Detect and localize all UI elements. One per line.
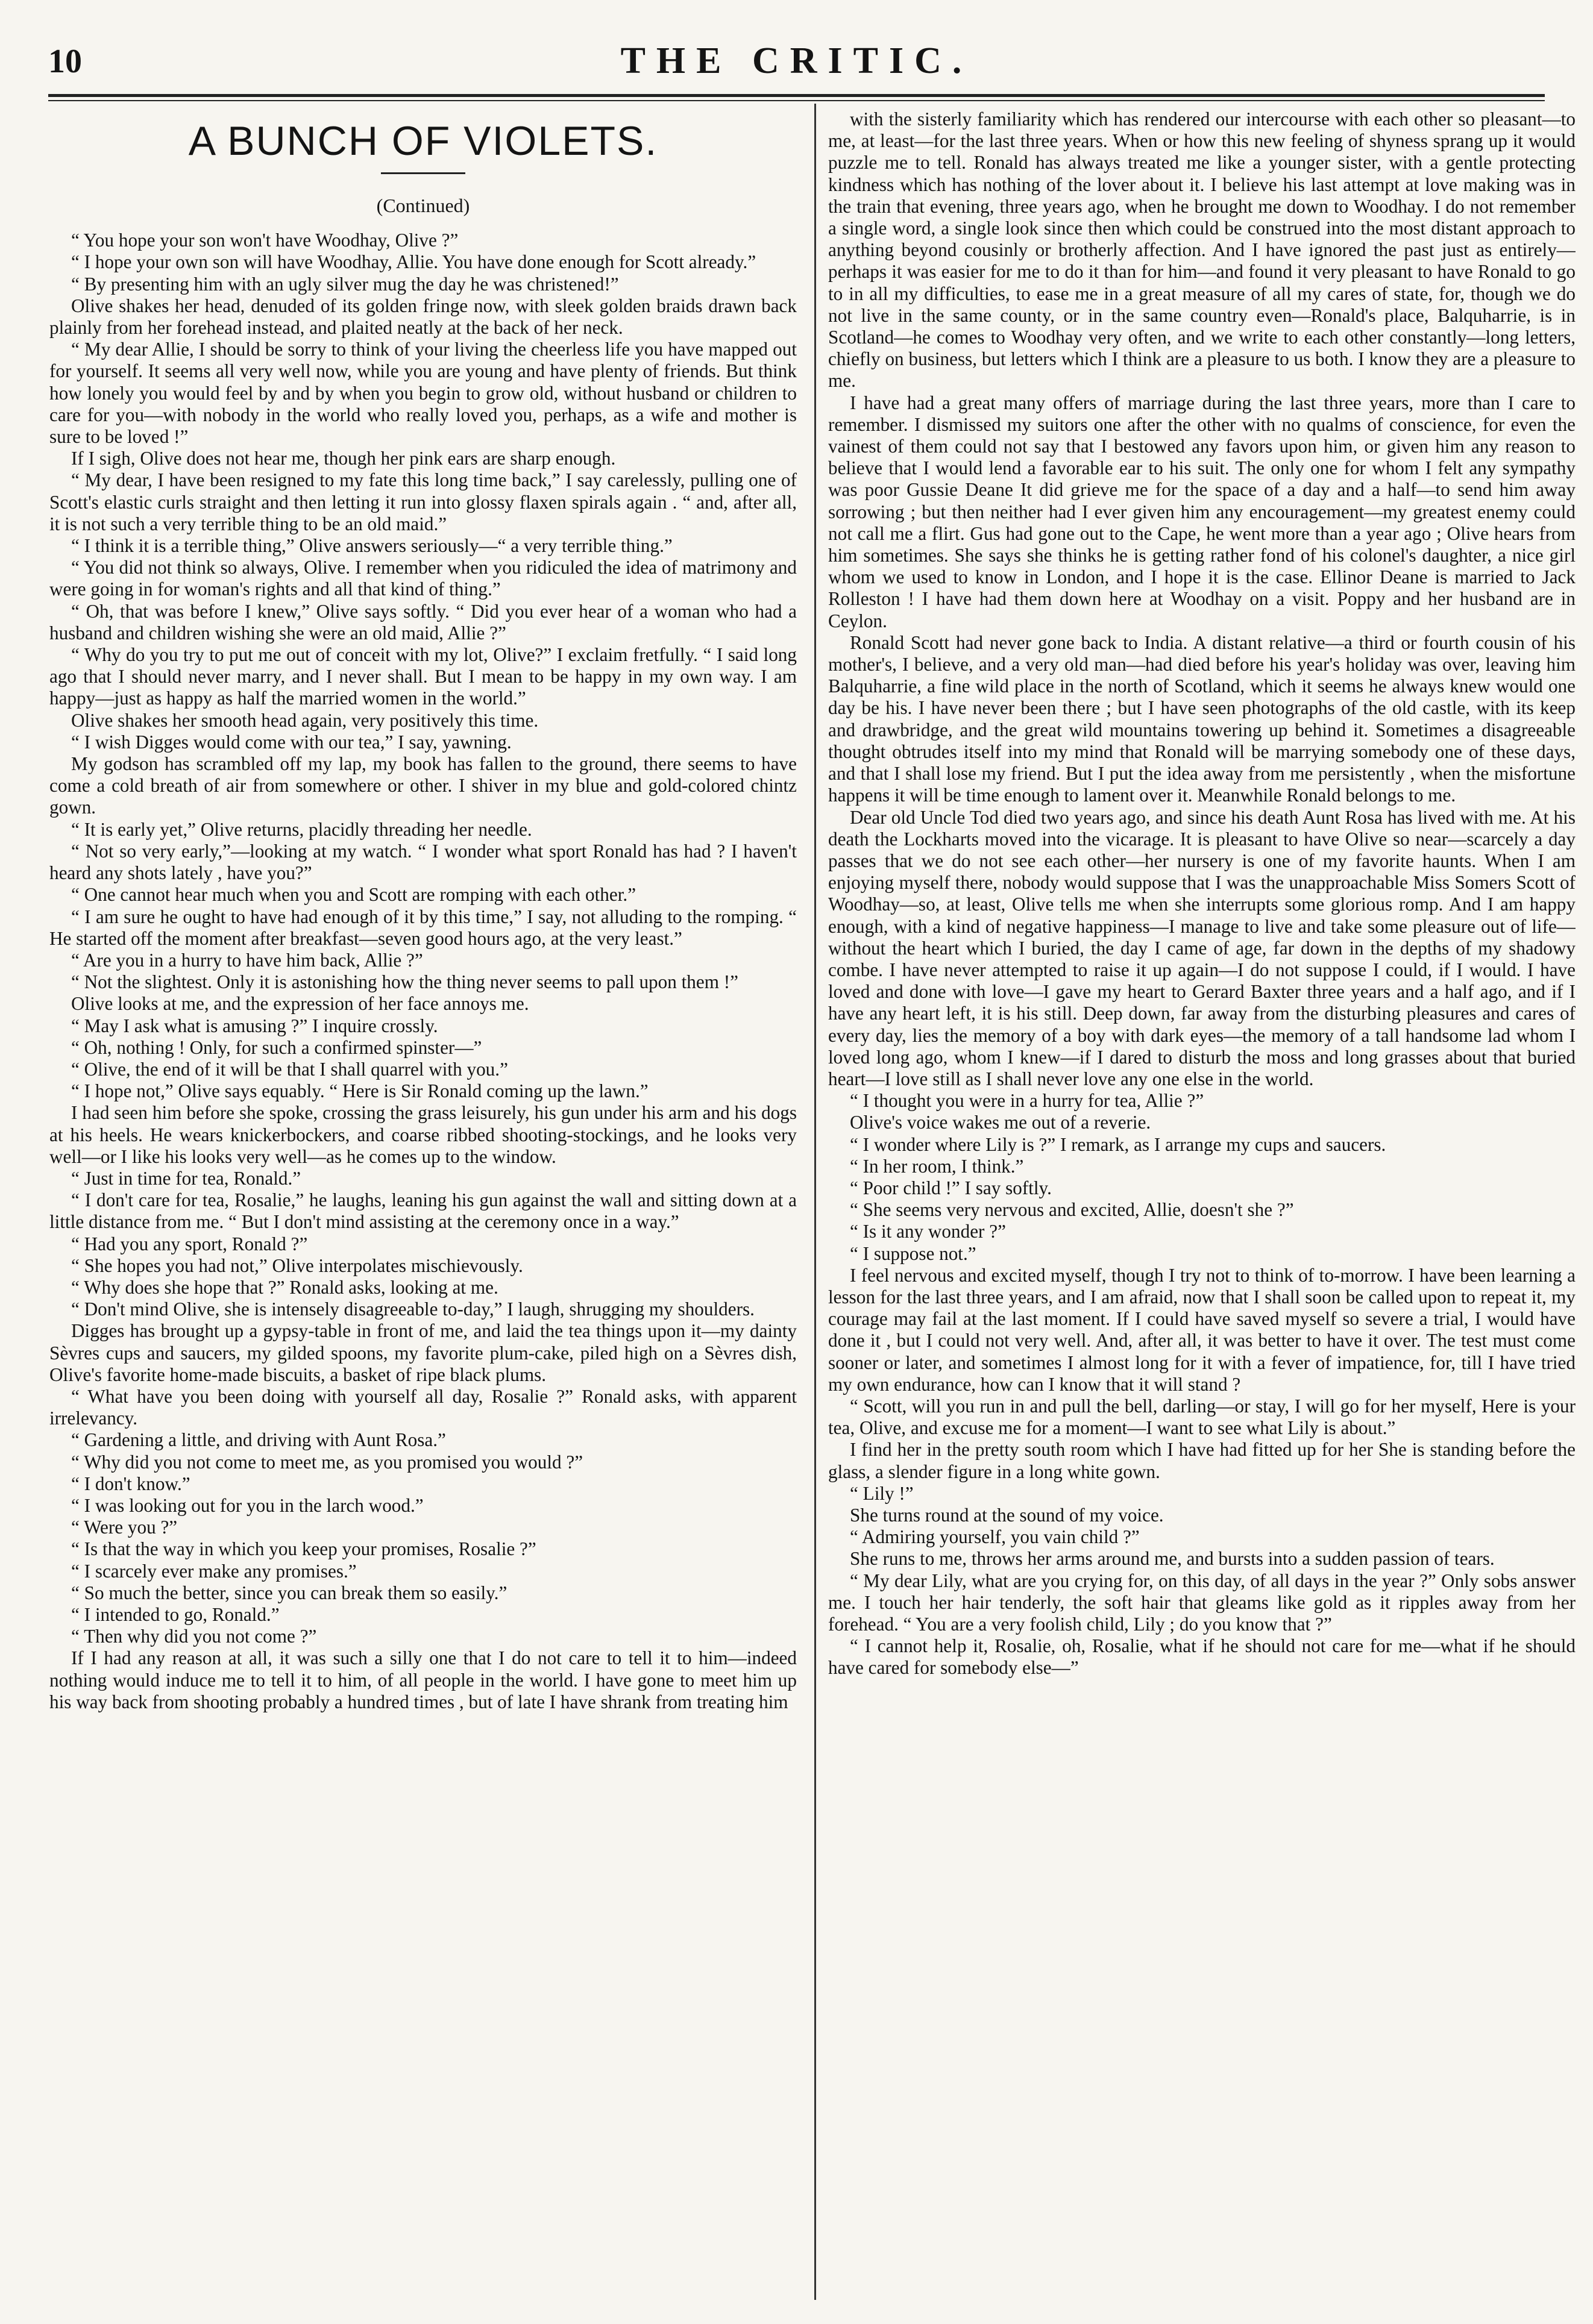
paragraph: “ My dear, I have been resigned to my fate this long time back,” I say carelessly, pulling one of Scott's elastic curls straight and then letting it run into glossy flaxen spirals again . “ and, after all, it is not such a very terrible thing to be an old maid.”: [49, 469, 797, 534]
paragraph: “ Oh, that was before I knew,” Olive says softly. “ Did you ever hear of a woman who had a husband and children wishing she were an old maid, Allie ?”: [49, 600, 797, 644]
paragraph: I feel nervous and excited myself, though I try not to think of to-morrow. I have been learning a lesson for the last three years, and I am afraid, now that I shall soon be called upon to repeat it, my courage may fail at the last moment. If I could have saved myself so severe a trial, I would have done it , but I could not very well. And, after all, it was better to have it over. The test must come sooner or later, and sometimes I almost long for it with a fever of impatience, for, till I have tried my own endurance, how can I know that it will stand ?: [828, 1264, 1576, 1395]
paragraph: “ Then why did you not come ?”: [71, 1626, 317, 1647]
paragraph: “ Don't mind Olive, she is intensely disagreeable to-day,” I laugh, shrugging my shoulders.: [71, 1298, 755, 1320]
paragraph: Olive looks at me, and the expression of her face annoys me.: [71, 993, 529, 1015]
paragraph: “ Gardening a little, and driving with Aunt Rosa.”: [71, 1429, 446, 1451]
paragraph: She runs to me, throws her arms around me, and bursts into a sudden passion of tears.: [850, 1548, 1495, 1570]
paragraph: “ Not the slightest. Only it is astonishing how the thing never seems to pall upon them !”: [71, 971, 739, 993]
paragraph: My godson has scrambled off my lap, my book has fallen to the ground, there seems to have come a cold breath of air from somewhere or other. I shiver in my blue and gold-colored chintz gown.: [49, 753, 797, 818]
paragraph: “ She seems very nervous and excited, Allie, doesn't she ?”: [850, 1199, 1294, 1221]
paragraph: “ Oh, nothing ! Only, for such a confirmed spinster—”: [71, 1036, 482, 1058]
paragraph: “ In her room, I think.”: [850, 1155, 1024, 1177]
right-column-body: [828, 108, 1576, 1679]
paragraph: “ Not so very early,”—looking at my watch. “ I wonder what sport Ronald has had ? I haven't heard any shots lately , have you?”: [49, 840, 797, 884]
paragraph: “ Is it any wonder ?”: [850, 1221, 1006, 1242]
paragraph: She turns round at the sound of my voice.: [850, 1505, 1164, 1526]
paragraph: “ I thought you were in a hurry for tea, Allie ?”: [850, 1090, 1204, 1112]
paragraph: I had seen him before she spoke, crossing the grass leisurely, his gun under his arm and his dogs at his heels. He wears knickerbockers, and coarse ribbed shooting-stockings, and he looks very well—or I like his looks very well—as he comes up to the window.: [49, 1102, 797, 1167]
paragraph: “ Had you any sport, Ronald ?”: [71, 1233, 308, 1254]
paragraph: “ My dear Allie, I should be sorry to think of your living the cheerless life you have mapped out for yourself. It seems all very well now, while you are young and have plenty of friends. But think how lonely you would feel by and by when you begin to grow old, without husband or children to care for you—with nobody in the world who really loved you, perhaps, as a wife and mother is sure to be loved !”: [49, 339, 797, 448]
column-divider: [814, 104, 816, 2300]
header-rule-thin: [48, 100, 1545, 101]
paragraph: “ Why does she hope that ?” Ronald asks, looking at me.: [71, 1276, 498, 1298]
paragraph: “ She hopes you had not,” Olive interpolates mischievously.: [71, 1254, 523, 1276]
paragraph: “ What have you been doing with yourself all day, Rosalie ?” Ronald asks, with apparent irrelevancy.: [49, 1385, 797, 1429]
paragraph: “ Is that the way in which you keep your promises, Rosalie ?”: [71, 1538, 536, 1560]
story-title: A BUNCH OF VIOLETS.: [188, 118, 658, 164]
paragraph: “ Why did you not come to meet me, as you promised you would ?”: [71, 1451, 583, 1473]
paragraph: Olive's voice wakes me out of a reverie.: [850, 1112, 1151, 1133]
paragraph: “ It is early yet,” Olive returns, placidly threading her needle.: [71, 818, 532, 840]
right-column: [828, 108, 1576, 2302]
paragraph: “ I suppose not.”: [850, 1242, 976, 1264]
paragraph: Ronald Scott had never gone back to India. A distant relative—a third or fourth cousin of his mother's, I believe, and a very old man—had died before his year's holiday was over, leaving him Balquharrie, a fine wild place in the north of Scotland, which it seems he always knew would one day be his. I have never been there ; but I have seen photographs of the old castle, with its keep and drawbridge, and the great wild mountains towering up behind it. Sometimes a disagreeable thought obtrudes itself into my mind that Ronald will be marrying somebody one of these days, and that I shall lose my friend. But I put the idea away from me persistently , when the misfortune happens it will be time enough to lament over it. Meanwhile Ronald belongs to me.: [828, 631, 1576, 806]
paragraph: “ I scarcely ever make any promises.”: [71, 1560, 357, 1582]
paragraph: “ I wish Digges would come with our tea,” I say, yawning.: [71, 731, 512, 753]
paragraph: “ Lily !”: [850, 1482, 914, 1504]
paragraph: “ May I ask what is amusing ?” I inquire crossly.: [71, 1015, 438, 1036]
paragraph: If I sigh, Olive does not hear me, though her pink ears are sharp enough.: [71, 448, 616, 469]
paragraph: “ By presenting him with an ugly silver mug the day he was christened!”: [71, 273, 619, 295]
paragraph: “ Scott, will you run in and pull the bell, darling—or stay, I will go for her myself, Here is your tea, Olive, and excuse me for a moment—I want to see what Lily is about.”: [828, 1395, 1576, 1439]
page-number: 10: [48, 43, 82, 80]
paragraph: with the sisterly familiarity which has rendered our intercourse with each other so pleasant—to me, at least—for the last three years. When or how this new feeling of shyness sprang up it would puzzle me to tell. Ronald has always treated me like a younger sister, with a gentle protecting kindness which has nothing of the lover about it. I believe his last attempt at love making was in the train that evening, three years ago, when he brought me down to Woodhay. I do not remember a single word, a single look since then which could be construed into the most distant approach to anything beyond cousinly or brotherly affection. And I have ignored the past just as entirely—perhaps it was easier for me to do it than for him—and found it very pleasant to have Ronald to go to in all my difficulties, to ease me in a great measure of all my cares of state, for, though we do not live in the same county, or in the same country even—Ronald's place, Balquharrie, is in Scotland—he comes to Woodhay very often, and we write to each other constantly—long letters, chiefly on business, but letters which I think are a pleasure to us both. I know they are a pleasure to me.: [828, 108, 1576, 392]
paragraph: “ Why do you try to put me out of conceit with my lot, Olive?” I exclaim fretfully. “ I said long ago that I should never marry, and I never shall. But I mean to be happy in my own way. I am happy—just as happy as half the married women in the world.”: [49, 644, 797, 709]
paragraph: “ Were you ?”: [71, 1517, 178, 1538]
paragraph: “ Are you in a hurry to have him back, Allie ?”: [71, 949, 423, 971]
paragraph: “ You hope your son won't have Woodhay, Olive ?”: [71, 230, 459, 251]
paragraph: “ I think it is a terrible thing,” Olive answers seriously—“ a very terrible thing.”: [71, 535, 673, 557]
paragraph: “ Just in time for tea, Ronald.”: [71, 1167, 301, 1189]
header-rule: [48, 94, 1545, 97]
paragraph: “ Admiring yourself, you vain child ?”: [850, 1526, 1140, 1548]
left-column-body: [49, 230, 797, 1713]
journal-title: THE CRITIC.: [620, 40, 973, 81]
paragraph: If I had any reason at all, it was such a silly one that I do not care to tell it to him—indeed nothing would induce me to tell it to him, of all people in the world. I have gone to meet him up his way back from shooting probably a hundred times , but of late I have shrank from treating him: [49, 1647, 797, 1712]
paragraph: “ My dear Lily, what are you crying for, on this day, of all days in the year ?” Only sobs answer me. I touch her hair tenderly, the soft hair that gleams like gold as it ripples away from her forehead. “ You are a very foolish child, Lily ; do you know that ?”: [828, 1570, 1576, 1635]
paragraph: “ I cannot help it, Rosalie, oh, Rosalie, what if he should not care for me—what if he should have cared for somebody else—”: [828, 1635, 1576, 1679]
paragraph: I have had a great many offers of marriage during the last three years, more than I care to remember. I dismissed my suitors one after the other with no qualms of conscience, for even the vainest of them could not say that I bestowed any favors upon him, or given him any reason to believe that I would lend a favorable ear to his suit. The only one for whom I felt any sympathy was poor Gussie Deane It did grieve me for the space of a day and a half—to send him away sorrowing ; but then neither had I ever given him any encouragement—my greatest enemy could not call me a flirt. Gus had gone out to the Cape, he went more than a year ago ; Olive hears from him sometimes. She says she thinks he is getting rather fond of his colonel's daughter, a nice girl whom we used to know in London, and I hope it is the case. Ellinor Deane is married to Jack Rolleston ! I have had them down here at Woodhay on a visit. Poppy and her husband are in Ceylon.: [828, 392, 1576, 631]
paragraph: “ So much the better, since you can break them so easily.”: [71, 1582, 507, 1603]
paragraph: “ Poor child !” I say softly.: [850, 1177, 1052, 1198]
continued-note: (Continued): [376, 195, 470, 216]
paragraph: Olive shakes her head, denuded of its golden fringe now, with sleek golden braids drawn back plainly from her forehead instead, and plaited neatly at the back of her neck.: [49, 295, 797, 339]
paragraph: “ One cannot hear much when you and Scott are romping with each other.”: [71, 884, 636, 906]
paragraph: “ I am sure he ought to have had enough of it by this time,” I say, not alluding to the romping. “ He started off the moment after breakfast—seven good hours ago, at the very least.”: [49, 906, 797, 949]
paragraph: I find her in the pretty south room which I have had fitted up for her She is standing before the glass, a slender figure in a long white gown.: [828, 1439, 1576, 1482]
paragraph: “ I hope your own son will have Woodhay, Allie. You have done enough for Scott already.”: [71, 251, 756, 273]
page-header: [48, 36, 1545, 84]
paragraph: “ I hope not,” Olive says equably. “ Here is Sir Ronald coming up the lawn.”: [71, 1080, 649, 1102]
paragraph: Digges has brought up a gypsy-table in front of me, and laid the tea things upon it—my dainty Sèvres cups and saucers, my gilded spoons, my favorite plum-cake, piled high on a Sèvres dish, Olive's favorite home-made biscuits, a basket of ripe black plums.: [49, 1320, 797, 1385]
paragraph: “ I don't care for tea, Rosalie,” he laughs, leaning his gun against the wall and sitting down at a little distance from me. “ But I don't mind assisting at the ceremony once in a way.”: [49, 1189, 797, 1233]
paragraph: Olive shakes her smooth head again, very positively this time.: [71, 709, 539, 731]
paragraph: Dear old Uncle Tod died two years ago, and since his death Aunt Rosa has lived with me. At his death the Lockharts moved into the vicarage. It is pleasant to have Olive so near—scarcely a day passes that we do not see each other—her nursery is one of my favorite haunts. When I am enjoying myself there, nobody would suppose that I was the unapproachable Miss Somers Scott of Woodhay—so, at least, Olive tells me when she interrupts some glorious romp. And I am happy enough, with a kind of negative happiness—I manage to live and take some pleasure out of life—without the heart which I buried, the day I came of age, far down in the depths of my shadowy combe. I have never attempted to raise it up again—I do not suppose I could, if I would. I have loved and done with love—I gave my heart to Gerard Baxter three years and a half ago, and if I have any heart left, it is his still. Deep down, far away from the disturbing pleasures and cares of every day, lies the memory of a boy with dark eyes—the memory of a tall handsome lad whom I loved long ago, whom I knew—if I dared to disturb the moss and long grasses about that buried heart—I love still as I shall never love any one else in the world.: [828, 806, 1576, 1089]
paragraph: “ I wonder where Lily is ?” I remark, as I arrange my cups and saucers.: [850, 1133, 1386, 1155]
paragraph: “ I intended to go, Ronald.”: [71, 1604, 280, 1625]
paragraph: “ I don't know.”: [71, 1473, 190, 1494]
left-column: [49, 108, 797, 2302]
title-rule: [381, 172, 465, 174]
paragraph: “ You did not think so always, Olive. I remember when you ridiculed the idea of matrimony and were going in for woman's rights and all that kind of thing.”: [49, 557, 797, 600]
paragraph: “ I was looking out for you in the larch wood.”: [71, 1494, 424, 1516]
paragraph: “ Olive, the end of it will be that I shall quarrel with you.”: [71, 1058, 508, 1080]
